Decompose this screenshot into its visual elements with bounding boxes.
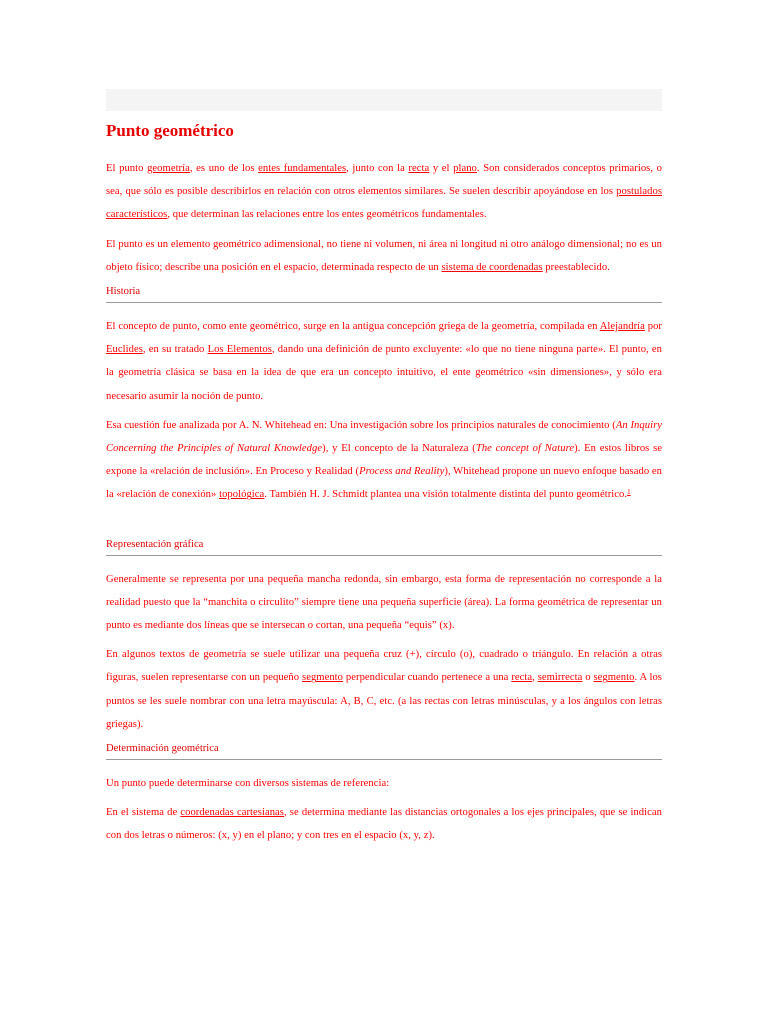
text: , se determina mediante las distancias ortogonales a los ejes principales, que se indican con dos letras o números: (x, y) en el plano; y con tres en el espacio (x, y, z).: [106, 807, 662, 842]
link-recta[interactable]: recta: [408, 163, 430, 174]
page-title: Punto geométrico: [106, 121, 234, 140]
link-semirrecta[interactable]: semirrecta: [537, 672, 583, 684]
text: , en su tratado: [142, 344, 208, 356]
text: ), Whitehead propone un nuevo enfoque basado en la «relación de conexión»: [106, 466, 662, 501]
link-postulados[interactable]: postulados característicos: [106, 186, 662, 221]
text: El punto es un elemento geométrico adimensional, no tiene ni volumen, ni área ni longitud ni otro análogo dimensional; no es un objeto físico; describe una posición en el espacio, determinada respecto de un: [106, 238, 662, 273]
text: , que determinan las relaciones entre los entes geométricos fundamentales.: [167, 209, 487, 221]
historia-paragraph-2: [106, 414, 662, 507]
link-entes-fundamentales[interactable]: entes fundamentales: [258, 163, 347, 174]
link-segmento[interactable]: segmento: [302, 672, 344, 684]
heading-representacion: Representación gráfica: [106, 537, 662, 556]
text: . Son considerados conceptos primarios, o sea, que sólo es posible describirlos en relación con otros elementos similares. Se suelen describir apoyándose en los: [106, 163, 662, 198]
book-title: The concept of Nature: [475, 443, 575, 455]
heading-determinacion: Determinación geométrica: [106, 741, 662, 760]
representacion-paragraph-2: [106, 643, 662, 736]
text: ). En estos libros se expone la «relación de inclusión». En Proceso y Realidad (: [106, 443, 663, 478]
text: o: [582, 672, 594, 684]
link-coordenadas-cartesianas[interactable]: coordenadas cartesianas: [180, 807, 284, 819]
text: . También H. J. Schmidt plantea una visión totalmente distinta del punto geométrico.: [264, 489, 628, 501]
article-body: [106, 118, 662, 848]
text: perpendicular cuando pertenece a una: [343, 672, 512, 684]
text: , es uno de los: [189, 163, 259, 174]
link-sistema-coordenadas[interactable]: sistema de coordenadas: [441, 261, 543, 273]
top-bar: [106, 89, 662, 111]
determinacion-paragraph-1: Un punto puede determinarse con diversos sistemas de referencia:: [106, 778, 390, 790]
link-topologica[interactable]: topológica: [219, 489, 265, 501]
link-segmento-2[interactable]: segmento: [593, 672, 635, 684]
historia-paragraph-1: [106, 315, 662, 408]
text: , junto con la: [346, 163, 409, 174]
text: En algunos textos de geometría se suele utilizar una pequeña cruz (+), círculo (o), cuadrado o triángulo. En relación a otras figuras, suelen representarse con un pequeño: [106, 649, 662, 684]
text: y el: [429, 163, 454, 174]
footnote-ref[interactable]: 1: [627, 488, 631, 497]
link-geometria[interactable]: geometría: [147, 163, 190, 174]
intro-paragraph-1: [106, 157, 662, 227]
link-alejandria[interactable]: Alejandría: [599, 321, 645, 333]
intro-paragraph-2: [106, 233, 662, 279]
text: . A los puntos se les suele nombrar con una letra mayúscula: A, B, C, etc. (a las rectas con letras minúsculas, y a los ángulos con letras griegas).: [106, 672, 662, 730]
determinacion-paragraph-2: [106, 801, 662, 847]
book-title: Process and Reality: [359, 466, 445, 478]
representacion-paragraph-1: Generalmente se representa por una pequeña mancha redonda, sin embargo, esta forma de representación no corresponde a la realidad puesto que la “manchita o circulito” siempre tiene una pequeña superficie (área). La forma geométrica de representar un punto es mediante dos líneas que se intersecan o cortan, una pequeña “equis” (x).: [106, 573, 662, 632]
text: por: [644, 321, 662, 333]
heading-historia: Historia: [106, 284, 662, 303]
text: El punto: [106, 163, 148, 174]
text: preestablecido.: [542, 261, 610, 273]
link-los-elementos[interactable]: Los Elementos: [207, 344, 272, 356]
text: ,: [532, 672, 538, 684]
text: ), y El concepto de la Naturaleza (: [322, 443, 476, 455]
link-euclides[interactable]: Euclides: [106, 344, 143, 356]
text: Esa cuestión fue analizada por A. N. Whitehead en: Una investigación sobre los principios naturales de conocimiento (: [106, 419, 616, 431]
text: El concepto de punto, como ente geométrico, surge en la antigua concepción griega de la geometría, compilada en: [106, 321, 600, 333]
book-title: An Inquiry Concerning the Principles of Natural Knowledge: [106, 419, 662, 455]
text: En el sistema de: [106, 807, 181, 819]
link-recta-2[interactable]: recta: [511, 672, 533, 684]
text: , dando una definición de punto excluyente: «lo que no tiene ninguna parte». El punto, en la geometría clásica se basa en la idea de que era un concepto intuitivo, el ente geométrico «sin dimensiones», y sólo era necesario asumir la noción de punto.: [106, 344, 662, 402]
link-plano[interactable]: plano: [453, 163, 477, 174]
